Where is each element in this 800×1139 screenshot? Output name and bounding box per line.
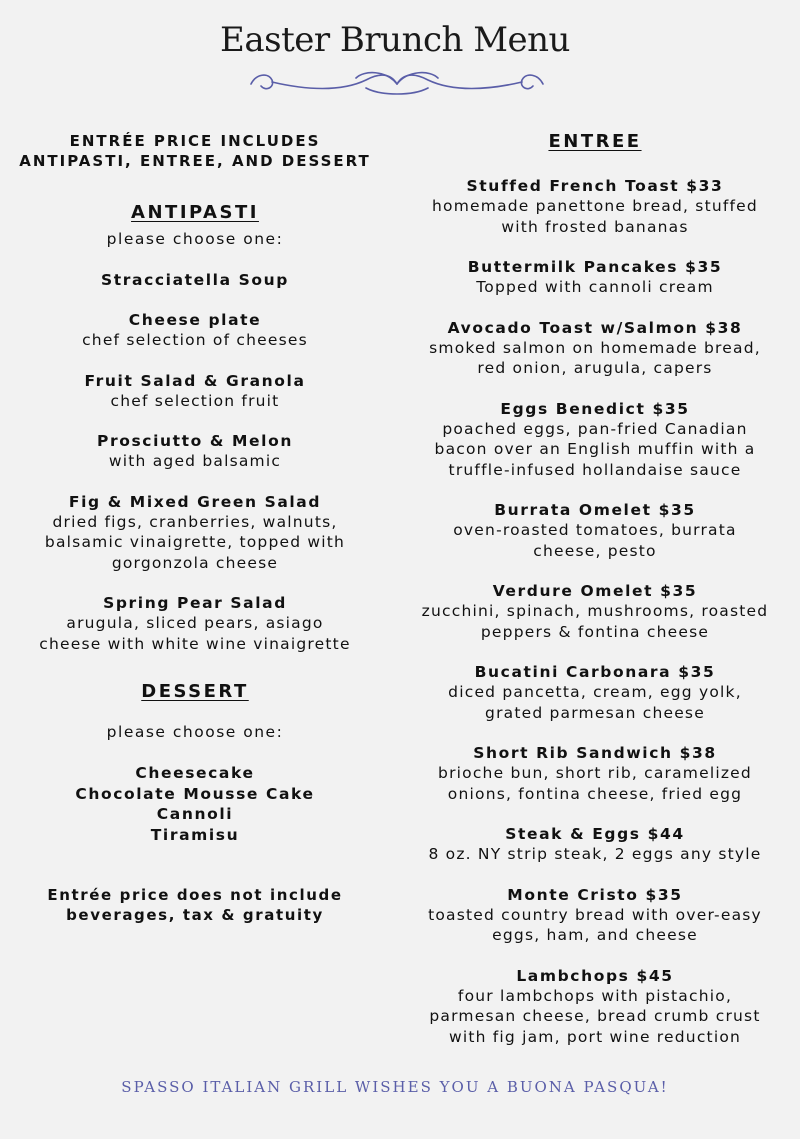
dessert-list	[10, 763, 380, 845]
dessert-heading: DESSERT	[141, 681, 249, 702]
menu-item-description: smoked salmon on homemade bread,	[429, 338, 761, 357]
menu-item-name: Stracciatella Soup	[101, 271, 289, 289]
entree-list	[402, 176, 788, 1047]
menu-item	[402, 176, 788, 237]
menu-item-name: Prosciutto & Melon	[97, 432, 293, 450]
menu-item-description: cheese, pesto	[533, 541, 657, 560]
menu-item-description: zucchini, spinach, mushrooms, roasted	[421, 602, 769, 620]
footer-message: SPASSO ITALIAN GRILL WISHES YOU A BUONA PASQUA!	[121, 1078, 669, 1096]
menu-item	[402, 743, 788, 804]
menu-item-description: oven-roasted tomatoes, burrata	[453, 521, 737, 539]
menu-item-description: four lambchops with pistachio,	[457, 986, 733, 1005]
menu-item-description: homemade panettone bread, stuffed	[432, 197, 758, 215]
menu-item-description: onions, fontina cheese, fried egg	[447, 784, 743, 803]
menu-item	[10, 371, 380, 412]
menu-item-description: toasted country bread with over-easy	[428, 905, 762, 924]
menu-item-name: Fig & Mixed Green Salad	[68, 492, 322, 511]
dessert-instruction: please choose one:	[106, 723, 284, 741]
menu-item	[10, 431, 380, 472]
menu-item-description: bacon over an English muffin with a	[434, 440, 756, 458]
menu-item-description: Topped with cannoli cream	[476, 278, 714, 296]
menu-item-name: Fruit Salad & Granola	[84, 371, 306, 390]
price-note: ENTRÉE PRICE INCLUDES ANTIPASTI, ENTREE, AND DESSERT	[19, 132, 371, 170]
right-column	[402, 131, 788, 1067]
menu-item-name: Steak & Eggs $44	[505, 825, 685, 843]
disclaimer: Entrée price does not include beverages, tax & gratuity	[47, 886, 343, 924]
menu-item-name: Stuffed French Toast $33	[466, 177, 724, 195]
antipasti-instruction: please choose one:	[106, 230, 284, 248]
menu-item-description: brioche bun, short rib, caramelized	[438, 764, 752, 782]
menu-item	[402, 824, 788, 865]
menu-item-name: Monte Cristo $35	[507, 885, 683, 904]
menu-item	[10, 492, 380, 574]
menu-title: Easter Brunch Menu	[220, 20, 570, 60]
menu-item-description: dried figs, cranberries, walnuts,	[52, 512, 338, 531]
menu-item-description: truffle-infused hollandaise sauce	[448, 460, 742, 479]
menu-item-description: gorgonzola cheese	[111, 553, 279, 572]
dessert-item: Cannoli	[156, 805, 234, 823]
menu-item	[402, 966, 788, 1048]
menu-item-description: arugula, sliced pears, asiago	[66, 614, 324, 632]
menu-item	[402, 318, 788, 379]
menu-item-name: Bucatini Carbonara $35	[474, 663, 716, 681]
dessert-item: Chocolate Mousse Cake	[75, 784, 315, 803]
entree-heading: ENTREE	[548, 131, 642, 152]
menu-item-description: with fig jam, port wine reduction	[448, 1027, 742, 1046]
menu-item	[10, 593, 380, 654]
menu-item	[402, 500, 788, 561]
menu-item-name: Spring Pear Salad	[103, 594, 287, 612]
menu-item-name: Lambchops $45	[516, 966, 674, 985]
menu-item-description: with frosted bananas	[501, 217, 689, 236]
antipasti-heading: ANTIPASTI	[131, 202, 259, 223]
menu-item-name: Avocado Toast w/Salmon $38	[447, 318, 743, 337]
menu-item-description: red onion, arugula, capers	[477, 359, 713, 377]
menu-item-description: eggs, ham, and cheese	[492, 926, 698, 944]
menu-item-description: chef selection fruit	[110, 391, 280, 410]
menu-item-name: Eggs Benedict $35	[500, 399, 690, 418]
menu-item	[402, 885, 788, 946]
flourish-ornament	[246, 66, 548, 102]
menu-item-name: Verdure Omelet $35	[492, 582, 698, 600]
menu-item-name: Burrata Omelet $35	[494, 501, 696, 519]
dessert-item: Tiramisu	[150, 825, 240, 844]
menu-item-description: balsamic vinaigrette, topped with	[44, 533, 346, 551]
menu-item	[402, 581, 788, 642]
menu-item-description: poached eggs, pan-fried Canadian	[442, 419, 748, 438]
menu-item-name: Buttermilk Pancakes $35	[467, 258, 723, 276]
menu-item-name: Cheese plate	[128, 311, 262, 329]
menu-item	[402, 662, 788, 723]
menu-item-description: grated parmesan cheese	[485, 703, 705, 722]
antipasti-list	[10, 270, 380, 654]
menu-item-description: cheese with white wine vinaigrette	[39, 634, 351, 653]
menu-item	[402, 399, 788, 481]
menu-item-description: with aged balsamic	[108, 452, 282, 470]
dessert-item: Cheesecake	[135, 764, 255, 782]
menu-item	[10, 310, 380, 351]
left-column	[10, 131, 380, 925]
menu-item-description: parmesan cheese, bread crumb crust	[429, 1007, 761, 1025]
menu-item-description: 8 oz. NY strip steak, 2 eggs any style	[428, 845, 762, 863]
menu-item-description: diced pancetta, cream, egg yolk,	[448, 683, 742, 701]
menu-item	[10, 270, 380, 290]
menu-item-description: chef selection of cheeses	[82, 331, 308, 349]
menu-item-description: peppers & fontina cheese	[480, 622, 710, 641]
menu-item-name: Short Rib Sandwich $38	[473, 744, 717, 762]
menu-item	[402, 257, 788, 298]
